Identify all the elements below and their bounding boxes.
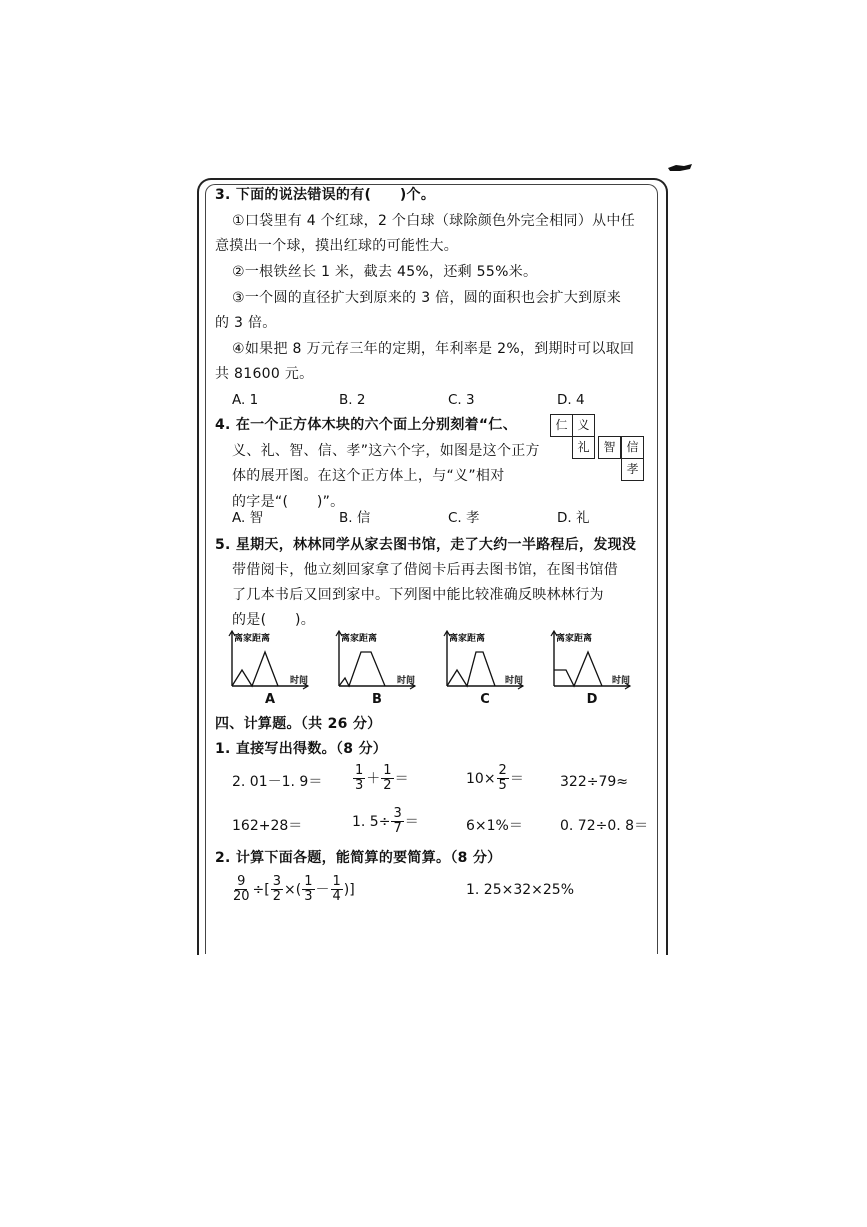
q4-line-3: 体的展开图。在这个正方体上，与“义”相对 [232,468,505,484]
expr-2-2: 1. 25×32×25% [466,882,575,898]
calc-1-1: 2. 01－1. 9＝ [232,774,323,790]
net-cell-li: 礼 [572,436,595,459]
q5-line-2: 带借阅卡，他立刻回家拿了借阅卡后再去图书馆，在图书馆借 [232,562,619,578]
q3-statement-3a: ③一个圆的直径扩大到原来的 3 倍，圆的面积也会扩大到原来 [232,290,622,306]
q4-option-d[interactable]: D. 礼 [557,510,590,526]
numerator: 9 [237,874,246,889]
graph-a-plot [228,630,310,690]
q4-option-a[interactable]: A. 智 [232,510,264,526]
fraction [353,764,365,793]
q3-statement-4a: ④如果把 8 万元存三年的定期，年利率是 2%，到期时可以取回 [232,341,635,357]
operator: ÷[ [252,881,270,898]
fraction [331,875,343,904]
graph-d-label: D [586,692,598,707]
net-cell-xin: 信 [621,436,644,459]
numerator: 3 [272,874,282,889]
denominator: 4 [332,889,341,904]
q4-option-c[interactable]: C. 孝 [448,510,480,526]
net-cell-xiao: 孝 [621,458,644,481]
calc-2-1: 162+28＝ [232,818,303,834]
denominator: 7 [393,821,402,836]
section-4-title: 四、计算题。（共 26 分） [215,716,382,732]
denominator: 2 [272,889,282,904]
graph-c-y-label: 离家距离 [449,634,486,644]
net-cell-ren: 仁 [550,414,573,437]
section-4-part-1: 1. 直接写出得数。（8 分） [215,741,388,757]
q5-line-1: 5. 星期天，林林同学从家去图书馆，走了大约一半路程后，发现没 [215,537,637,553]
operator: )] [343,881,355,898]
net-cell-yi: 义 [572,414,595,437]
section-4-part-2: 2. 计算下面各题，能简算的要简算。（8 分） [215,850,502,866]
numerator: 1 [383,763,392,778]
q4-line-4: 的字是“( )”。 [232,494,345,510]
numerator: 1 [355,763,364,778]
numerator: 2 [498,763,507,778]
graph-d-y-label: 离家距离 [556,634,593,644]
prefix: 10× [466,770,496,787]
denominator: 3 [355,778,364,793]
graph-c-label: C [480,692,490,707]
graph-a-y-label: 离家距离 [234,634,271,644]
q3-option-b[interactable]: B. 2 [339,392,366,408]
operator: ＋ [366,770,381,787]
q3-option-a[interactable]: A. 1 [232,392,259,408]
graph-a-label: A [264,692,276,707]
net-cell-zhi: 智 [598,436,621,459]
operator: － [315,881,330,898]
q3-option-c[interactable]: C. 3 [448,392,475,408]
graph-c-plot [443,630,525,690]
numerator: 1 [332,874,341,889]
q3-title: 3. 下面的说法错误的有( )个。 [215,187,436,203]
calc-1-3 [466,764,524,793]
denominator: 2 [383,778,392,793]
q3-option-d[interactable]: D. 4 [557,392,585,408]
q5-line-4: 的是( )。 [232,612,316,628]
graph-b-y-label: 离家距离 [341,634,378,644]
prefix: 1. 5÷ [352,813,391,830]
denominator: 20 [233,889,250,904]
numerator: 3 [393,806,402,821]
denominator: 3 [304,889,313,904]
q5-line-3: 了几本书后又回到家中。下列图中能比较准确反映林林行为 [232,587,604,603]
expr-2-1 [230,875,355,904]
calc-2-3: 6×1%＝ [466,818,523,834]
fraction [381,764,393,793]
calc-1-2 [352,764,409,793]
numerator: 1 [304,874,313,889]
equals: ＝ [394,770,409,787]
operator: ×( [284,881,302,898]
equals: ＝ [404,813,419,830]
fraction [497,764,509,793]
q3-statement-1a: ①口袋里有 4 个红球，2 个白球（球除颜色外完全相同）从中任 [232,213,636,229]
equals: ＝ [509,770,524,787]
scan-mark-icon [666,162,694,174]
q4-line-2: 义、礼、智、信、孝”这六个字，如图是这个正方 [232,443,540,459]
q3-statement-2: ②一根铁丝长 1 米，截去 45%，还剩 55%米。 [232,264,538,280]
fraction [391,807,403,836]
graph-d-plot [550,630,632,690]
fraction [231,875,252,904]
q4-option-b[interactable]: B. 信 [339,510,371,526]
graph-b-plot [335,630,417,690]
graph-a-x-label: 时间 [290,676,309,686]
calc-2-2 [352,807,419,836]
fraction [271,875,283,904]
q4-line-1: 4. 在一个正方体木块的六个面上分别刻着“仁、 [215,417,518,433]
calc-1-4: 322÷79≈ [560,774,628,790]
graph-d-x-label: 时间 [612,676,631,686]
q3-statement-3b: 的 3 倍。 [215,315,277,331]
q3-statement-1b: 意摸出一个球，摸出红球的可能性大。 [215,238,459,254]
graph-c-x-label: 时间 [505,676,524,686]
fraction [302,875,314,904]
graph-b-label: B [372,692,382,707]
calc-2-4: 0. 72÷0. 8＝ [560,818,649,834]
graph-b-x-label: 时间 [397,676,416,686]
q3-statement-4b: 共 81600 元。 [215,366,314,382]
denominator: 5 [498,778,507,793]
